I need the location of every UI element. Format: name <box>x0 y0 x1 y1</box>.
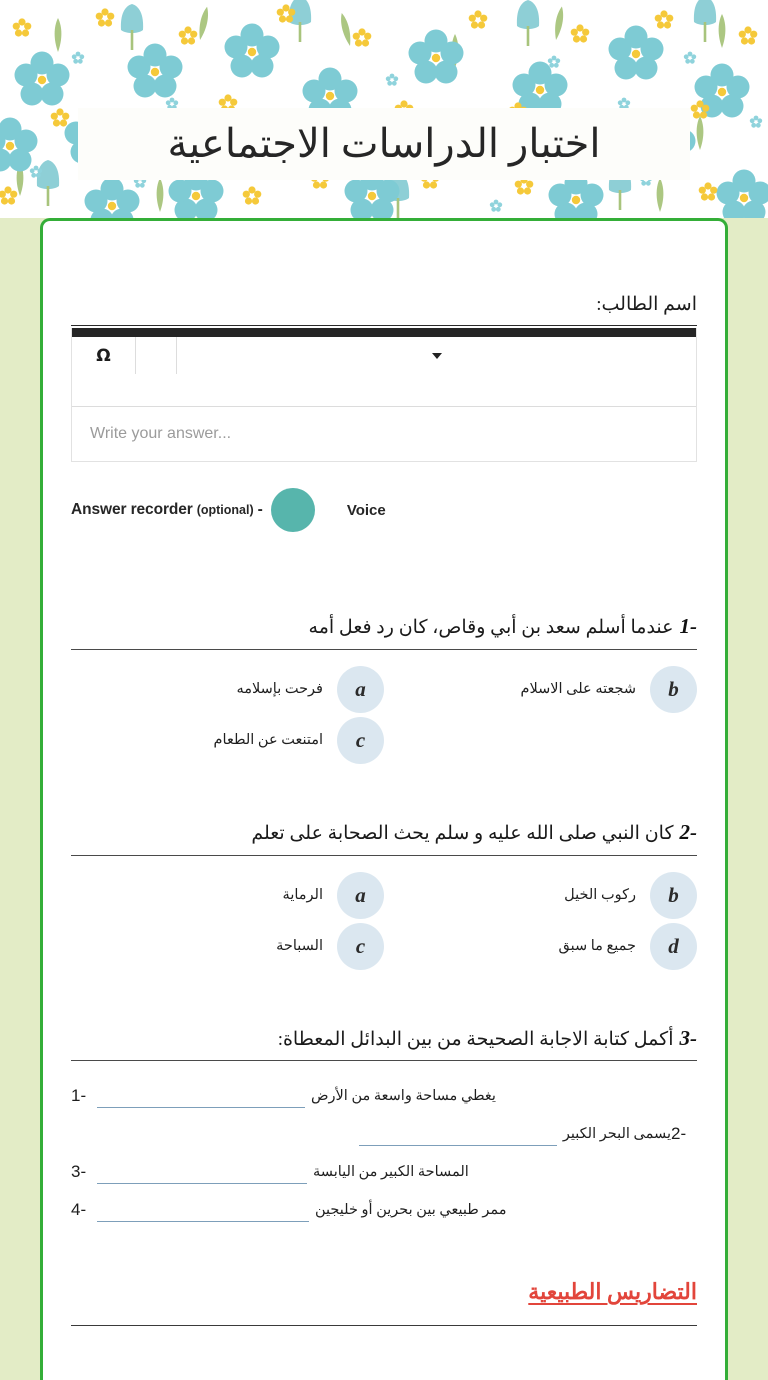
question-1-number: 1- <box>679 614 697 638</box>
option-bubble-b[interactable]: b <box>650 872 697 919</box>
option-bubble-a[interactable]: a <box>337 666 384 713</box>
special-character-button[interactable] <box>72 337 136 374</box>
option-label-b: ركوب الخيل <box>564 886 636 903</box>
section-heading-section <box>71 1279 697 1326</box>
question-2-number: 2- <box>679 819 697 844</box>
option-bubble-d[interactable]: d <box>650 923 697 970</box>
option-label-a: فرحت بإسلامه <box>236 680 323 697</box>
option-label-b: شجعته على الاسلام <box>520 680 636 697</box>
voice-label: Voice <box>346 501 386 519</box>
question-1-header <box>71 614 697 649</box>
option-b[interactable] <box>384 666 697 713</box>
answer-recorder-section <box>71 488 697 532</box>
toolbar-spacer-cell[interactable] <box>136 337 177 374</box>
answer-input[interactable] <box>90 425 678 443</box>
worksheet-card <box>40 218 728 1380</box>
fill-in-the-blank-list <box>71 1061 697 1229</box>
page-title: اختبار الدراسات الاجتماعية <box>167 121 601 166</box>
question-1-options <box>71 650 697 764</box>
question-3 <box>71 1026 697 1230</box>
option-b[interactable] <box>384 872 697 919</box>
student-name-section <box>71 221 697 326</box>
blank-row-2 <box>71 1115 697 1153</box>
question-1-text: عندما أسلم سعد بن أبي وقاص، كان رد فعل أمه <box>308 617 674 638</box>
blank-input-2[interactable] <box>359 1122 557 1146</box>
chevron-down-icon <box>432 353 442 359</box>
answer-recorder-dash: - <box>257 501 263 518</box>
option-bubble-a[interactable]: a <box>337 872 384 919</box>
option-label-c: امتنعت عن الطعام <box>213 731 323 748</box>
blank-input-1[interactable] <box>97 1084 305 1108</box>
question-3-header <box>71 1026 697 1061</box>
blank-input-3[interactable] <box>97 1160 307 1184</box>
blank-input-4[interactable] <box>97 1198 309 1222</box>
editor-toolbar <box>72 337 696 407</box>
option-bubble-c[interactable]: c <box>337 717 384 764</box>
blank-index-4: 4- <box>71 1200 87 1220</box>
option-c[interactable] <box>71 717 384 764</box>
student-name-divider <box>71 325 697 326</box>
option-placeholder <box>384 717 697 764</box>
omega-icon: Ω <box>96 345 111 366</box>
answer-recorder-label: Answer recorder <box>71 501 193 518</box>
blank-index-2: 2- <box>671 1124 687 1144</box>
worksheet-content <box>43 221 725 1326</box>
section-heading-divider <box>71 1325 697 1326</box>
question-3-text: أكمل كتابة الاجابة الصحيحة من بين البدائل المعطاة: <box>277 1028 674 1050</box>
question-2-text: كان النبي صلى الله عليه و سلم يحث الصحابة على تعلم <box>251 822 674 844</box>
question-2-options <box>71 856 697 970</box>
blank-prompt-2: يسمى البحر الكبير <box>562 1125 671 1142</box>
option-bubble-c[interactable]: c <box>337 923 384 970</box>
voice-record-button[interactable] <box>271 488 315 532</box>
blank-prompt-1: يغطي مساحة واسعة من الأرض <box>311 1087 496 1104</box>
toolbar-dropdown-button[interactable] <box>177 337 696 374</box>
option-c[interactable] <box>71 923 384 970</box>
answer-editor <box>71 328 697 462</box>
blank-row-3 <box>71 1153 697 1191</box>
blank-index-1: 1- <box>71 1086 87 1106</box>
option-label-a: الرماية <box>282 886 323 903</box>
option-a[interactable] <box>71 872 384 919</box>
option-bubble-b[interactable]: b <box>650 666 697 713</box>
editor-toolbar-accent-bar <box>72 328 696 337</box>
section-heading: التضاريس الطبيعية <box>528 1279 697 1305</box>
answer-recorder-optional-label: (optional) <box>196 503 254 517</box>
blank-prompt-3: المساحة الكبير من اليابسة <box>313 1163 469 1180</box>
question-2 <box>71 820 697 970</box>
header-banner <box>0 0 768 218</box>
option-label-d: جميع ما سبق <box>558 937 636 954</box>
title-banner <box>78 108 690 180</box>
question-1 <box>71 614 697 764</box>
blank-index-3: 3- <box>71 1162 87 1182</box>
student-name-label: اسم الطالب: <box>596 294 697 315</box>
blank-prompt-4: ممر طبيعي بين بحرين أو خليجين <box>315 1201 507 1218</box>
option-label-c: السباحة <box>276 937 323 954</box>
blank-row-4 <box>71 1191 697 1229</box>
answer-input-row[interactable] <box>72 407 696 461</box>
question-2-header <box>71 820 697 855</box>
question-3-number: 3- <box>679 1025 697 1050</box>
option-a[interactable] <box>71 666 384 713</box>
option-d[interactable] <box>384 923 697 970</box>
blank-row-1 <box>71 1077 697 1115</box>
